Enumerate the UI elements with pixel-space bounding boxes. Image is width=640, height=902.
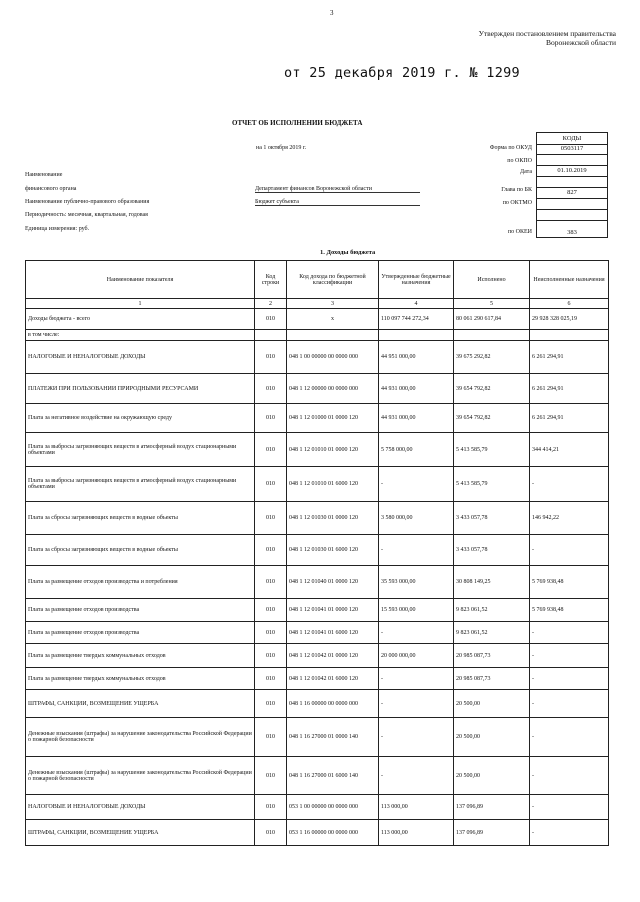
row-executed-cell: 5 413 585,79 [454, 467, 530, 502]
row-approved-cell: - [379, 535, 454, 566]
row-remaining-cell: 6 261 294,91 [530, 341, 609, 374]
row-line-code-cell: 010 [255, 668, 287, 690]
row-remaining-cell: 146 942,22 [530, 502, 609, 535]
row-remaining-cell: - [530, 757, 609, 795]
okei-label: по ОКЕИ [507, 229, 532, 235]
row-remaining-cell: 6 261 294,91 [530, 404, 609, 433]
col-number: 5 [454, 299, 530, 309]
report-title: ОТЧЕТ ОБ ИСПОЛНЕНИИ БЮДЖЕТА [232, 119, 363, 127]
row-income-code-cell: x [287, 309, 379, 330]
income-table [25, 260, 609, 846]
col-header-name: Наименование показателя [26, 261, 255, 299]
row-line-code-cell: 010 [255, 433, 287, 467]
row-approved-cell: - [379, 757, 454, 795]
row-executed-cell: 9 823 061,52 [454, 622, 530, 644]
row-name-cell: ШТРАФЫ, САНКЦИИ, ВОЗМЕЩЕНИЕ УЩЕРБА [26, 820, 255, 846]
table-row [26, 309, 609, 330]
row-line-code-cell: 010 [255, 690, 287, 718]
row-income-code-cell: 048 1 12 01030 01 0000 120 [287, 502, 379, 535]
row-approved-cell: 3 580 000,00 [379, 502, 454, 535]
table-row [26, 668, 609, 690]
row-approved-cell: 15 593 000,00 [379, 599, 454, 622]
row-name-cell: Плата за размещение твердых коммунальных отходов [26, 644, 255, 668]
page-number: 3 [330, 9, 334, 17]
col-number: 2 [255, 299, 287, 309]
row-income-code-cell: 048 1 16 27000 01 6000 140 [287, 757, 379, 795]
label-name: Наименование [25, 172, 63, 178]
row-name-cell: Плата за выбросы загрязняющих веществ в атмосферный воздух стационарными объектами [26, 467, 255, 502]
label-budget: Наименование публично-правового образования [25, 199, 150, 205]
row-line-code-cell: 010 [255, 820, 287, 846]
col-number: 4 [379, 299, 454, 309]
row-remaining-cell: 5 769 938,48 [530, 566, 609, 599]
okud-label: Форма по ОКУД [489, 145, 532, 151]
row-executed-cell: 20 985 087,73 [454, 668, 530, 690]
row-line-code-cell: 010 [255, 535, 287, 566]
row-remaining-cell: - [530, 535, 609, 566]
row-name-cell: НАЛОГОВЫЕ И НЕНАЛОГОВЫЕ ДОХОДЫ [26, 795, 255, 820]
table-colnum-row [26, 299, 609, 309]
row-name-cell: Плата за размещение отходов производства [26, 622, 255, 644]
table-row [26, 622, 609, 644]
row-line-code-cell: 010 [255, 467, 287, 502]
row-income-code-cell [287, 330, 379, 341]
row-income-code-cell: 048 1 12 01010 01 6000 120 [287, 467, 379, 502]
decree-stamp: от 25 декабря 2019 г. № 1299 [284, 65, 520, 81]
row-income-code-cell: 048 1 12 01041 01 6000 120 [287, 622, 379, 644]
row-name-cell: Плата за размещение отходов производства [26, 599, 255, 622]
table-row [26, 690, 609, 718]
row-line-code-cell: 010 [255, 404, 287, 433]
row-line-code-cell: 010 [255, 757, 287, 795]
col-header-executed: Исполнено [454, 261, 530, 299]
row-executed-cell: 137 096,89 [454, 795, 530, 820]
section-title: 1. Доходы бюджета [320, 249, 376, 256]
table-row [26, 718, 609, 757]
row-executed-cell: 3 433 057,78 [454, 502, 530, 535]
row-line-code-cell: 010 [255, 622, 287, 644]
budget-value: Бюджет субъекта [255, 199, 420, 206]
fin-organ-value: Департамент финансов Воронежской области [255, 186, 420, 193]
row-approved-cell: - [379, 622, 454, 644]
row-approved-cell: 44 931 000,00 [379, 404, 454, 433]
row-remaining-cell: - [530, 467, 609, 502]
table-row [26, 502, 609, 535]
table-row [26, 404, 609, 433]
row-name-cell: Плата за негативное воздействие на окружающую среду [26, 404, 255, 433]
row-name-cell: НАЛОГОВЫЕ И НЕНАЛОГОВЫЕ ДОХОДЫ [26, 341, 255, 374]
row-name-cell: Доходы бюджета - всего [26, 309, 255, 330]
row-income-code-cell: 048 1 12 01041 01 0000 120 [287, 599, 379, 622]
okud-value: 0503117 [536, 143, 608, 155]
row-remaining-cell: - [530, 820, 609, 846]
row-name-cell: Плата за сбросы загрязняющих веществ в водные объекты [26, 535, 255, 566]
row-name-cell: ПЛАТЕЖИ ПРИ ПОЛЬЗОВАНИИ ПРИРОДНЫМИ РЕСУРСАМИ [26, 374, 255, 404]
row-executed-cell: 39 654 792,82 [454, 374, 530, 404]
row-line-code-cell: 010 [255, 566, 287, 599]
row-income-code-cell: 048 1 00 00000 00 0000 000 [287, 341, 379, 374]
okei-value: 383 [536, 220, 608, 238]
row-line-code-cell: 010 [255, 502, 287, 535]
row-name-cell: Плата за сбросы загрязняющих веществ в водные объекты [26, 502, 255, 535]
row-approved-cell: 5 758 000,00 [379, 433, 454, 467]
row-line-code-cell: 010 [255, 309, 287, 330]
row-income-code-cell: 048 1 12 01030 01 6000 120 [287, 535, 379, 566]
col-number: 6 [530, 299, 609, 309]
col-header-code: Код дохода по бюджетной классификации [287, 261, 379, 299]
row-line-code-cell: 010 [255, 341, 287, 374]
row-remaining-cell: 5 769 938,48 [530, 599, 609, 622]
row-approved-cell: 44 931 000,00 [379, 374, 454, 404]
row-approved-cell: - [379, 690, 454, 718]
bk-value: 827 [536, 187, 608, 199]
label-fin-organ: финансового органа [25, 186, 77, 192]
table-row [26, 757, 609, 795]
row-executed-cell: 39 675 292,82 [454, 341, 530, 374]
col-header-approved: Утвержденные бюджетные назначения [379, 261, 454, 299]
row-executed-cell: 20 985 087,73 [454, 644, 530, 668]
bk-label: Глава по БК [501, 187, 532, 193]
table-row [26, 795, 609, 820]
row-income-code-cell: 048 1 12 00000 00 0000 000 [287, 374, 379, 404]
approval-note: Утвержден постановлением правительства Воронежской области [478, 29, 616, 47]
row-name-cell: в том числе: [26, 330, 255, 341]
row-executed-cell: 20 500,00 [454, 718, 530, 757]
table-row [26, 644, 609, 668]
row-approved-cell: - [379, 467, 454, 502]
row-remaining-cell: - [530, 668, 609, 690]
row-income-code-cell: 048 1 16 27000 01 0000 140 [287, 718, 379, 757]
row-income-code-cell: 048 1 12 01042 01 6000 120 [287, 668, 379, 690]
row-name-cell: Плата за выбросы загрязняющих веществ в атмосферный воздух стационарными объектами [26, 433, 255, 467]
date-label: Дата [520, 169, 532, 175]
row-approved-cell: 113 000,00 [379, 820, 454, 846]
row-approved-cell [379, 330, 454, 341]
row-approved-cell: 113 000,00 [379, 795, 454, 820]
row-approved-cell: - [379, 718, 454, 757]
row-line-code-cell: 010 [255, 718, 287, 757]
row-remaining-cell: - [530, 718, 609, 757]
table-row [26, 374, 609, 404]
row-executed-cell: 3 433 057,78 [454, 535, 530, 566]
row-remaining-cell: 6 261 294,91 [530, 374, 609, 404]
row-executed-cell: 9 823 061,52 [454, 599, 530, 622]
row-approved-cell: - [379, 668, 454, 690]
table-row [26, 467, 609, 502]
row-income-code-cell: 048 1 12 01042 01 0000 120 [287, 644, 379, 668]
row-remaining-cell: - [530, 622, 609, 644]
row-approved-cell: 35 593 000,00 [379, 566, 454, 599]
row-income-code-cell: 048 1 12 01040 01 0000 120 [287, 566, 379, 599]
row-income-code-cell: 048 1 12 01010 01 0000 120 [287, 433, 379, 467]
row-approved-cell: 44 951 000,00 [379, 341, 454, 374]
row-name-cell: Денежные взыскания (штрафы) за нарушение законодательства Российской Федерации о пожарной безопасности [26, 757, 255, 795]
table-row [26, 330, 609, 341]
col-number: 3 [287, 299, 379, 309]
row-income-code-cell: 053 1 16 00000 00 0000 000 [287, 820, 379, 846]
row-income-code-cell: 048 1 12 01000 01 0000 120 [287, 404, 379, 433]
table-row [26, 535, 609, 566]
row-executed-cell: 137 096,89 [454, 820, 530, 846]
row-name-cell: Плата за размещение отходов производства и потребления [26, 566, 255, 599]
table-row [26, 433, 609, 467]
row-remaining-cell: - [530, 644, 609, 668]
row-executed-cell: 30 808 149,25 [454, 566, 530, 599]
label-period: Периодичность: месячная, квартальная, годовая [25, 212, 148, 218]
table-row [26, 341, 609, 374]
row-remaining-cell: - [530, 690, 609, 718]
row-remaining-cell: 344 414,21 [530, 433, 609, 467]
row-name-cell: Денежные взыскания (штрафы) за нарушение законодательства Российской Федерации о пожарной безопасности [26, 718, 255, 757]
row-executed-cell: 20 500,00 [454, 690, 530, 718]
table-header-row [26, 261, 609, 299]
date-value: 01.10.2019 [536, 165, 608, 177]
row-executed-cell: 80 061 290 617,84 [454, 309, 530, 330]
row-income-code-cell: 053 1 00 00000 00 0000 000 [287, 795, 379, 820]
okpo-label: по ОКПО [507, 158, 532, 164]
row-income-code-cell: 048 1 16 00000 00 0000 000 [287, 690, 379, 718]
codes-title: КОДЫ [536, 132, 608, 145]
col-number: 1 [26, 299, 255, 309]
row-line-code-cell: 010 [255, 644, 287, 668]
table-row [26, 566, 609, 599]
row-approved-cell: 20 000 000,00 [379, 644, 454, 668]
row-line-code-cell: 010 [255, 795, 287, 820]
row-line-code-cell: 010 [255, 599, 287, 622]
row-remaining-cell: 29 928 328 025,19 [530, 309, 609, 330]
row-line-code-cell: 010 [255, 374, 287, 404]
row-line-code-cell [255, 330, 287, 341]
row-remaining-cell: - [530, 795, 609, 820]
report-date: на 1 октября 2019 г. [256, 145, 307, 151]
row-approved-cell: 110 097 744 272,34 [379, 309, 454, 330]
row-executed-cell [454, 330, 530, 341]
row-remaining-cell [530, 330, 609, 341]
row-name-cell: ШТРАФЫ, САНКЦИИ, ВОЗМЕЩЕНИЕ УЩЕРБА [26, 690, 255, 718]
row-executed-cell: 20 500,00 [454, 757, 530, 795]
col-header-remaining: Неисполненные назначения [530, 261, 609, 299]
table-row [26, 599, 609, 622]
row-name-cell: Плата за размещение твердых коммунальных отходов [26, 668, 255, 690]
row-executed-cell: 39 654 792,82 [454, 404, 530, 433]
table-row [26, 820, 609, 846]
col-header-line: Код строки [255, 261, 287, 299]
label-unit: Единица измерения: руб. [25, 226, 90, 232]
row-executed-cell: 5 413 585,79 [454, 433, 530, 467]
oktmo-label: по ОКТМО [502, 200, 532, 206]
